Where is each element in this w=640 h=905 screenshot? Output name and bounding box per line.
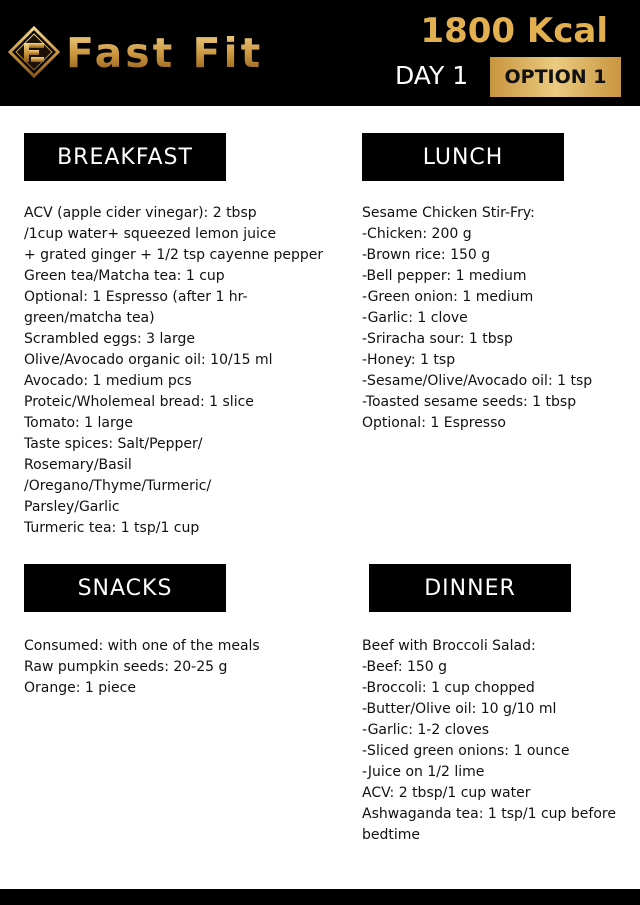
list-item: green/matcha tea) [24,310,155,326]
dinner-title: DINNER [369,564,571,612]
list-item: Olive/Avocado organic oil: 10/15 ml [24,352,273,368]
list-item: ACV (apple cider vinegar): 2 tbsp [24,205,257,221]
list-item: /1cup water+ squeezed lemon juice [24,226,277,242]
list-item: -Beef: 150 g [362,659,448,675]
list-item: -Sliced green onions: 1 ounce [362,743,570,759]
list-item: -Broccoli: 1 cup chopped [362,680,535,696]
list-item: -Brown rice: 150 g [362,247,491,263]
list-item: Scrambled eggs: 3 large [24,331,195,347]
list-item: -Butter/Olive oil: 10 g/10 ml [362,701,557,717]
list-item: Optional: 1 Espresso (after 1 hr- [24,289,248,305]
list-item: -Garlic: 1 clove [362,310,468,326]
list-item: -Sriracha sour: 1 tbsp [362,331,513,347]
list-item: -Bell pepper: 1 medium [362,268,527,284]
breakfast-title: BREAKFAST [24,133,226,181]
snacks-title: SNACKS [24,564,226,612]
footer-bar [0,889,640,905]
list-item: Optional: 1 Espresso [362,415,506,431]
list-item: Parsley/Garlic [24,499,120,515]
list-item: Turmeric tea: 1 tsp/1 cup [24,520,200,536]
list-item: Beef with Broccoli Salad: [362,638,536,654]
list-item: Sesame Chicken Stir-Fry: [362,205,535,221]
list-item: -Sesame/Olive/Avocado oil: 1 tsp [362,373,593,389]
lunch-title: LUNCH [362,133,564,181]
list-item: Ashwaganda tea: 1 tsp/1 cup before [362,806,616,822]
header [0,0,640,106]
list-item: -Juice on 1/2 lime [362,764,485,780]
list-item: -Green onion: 1 medium [362,289,534,305]
fast-fit-logo-icon [8,26,60,78]
list-item: Avocado: 1 medium pcs [24,373,192,389]
list-item: Tomato: 1 large [24,415,134,431]
list-item: + grated ginger + 1/2 tsp cayenne pepper [24,247,324,263]
list-item: -Chicken: 200 g [362,226,472,242]
breakfast-list [24,203,323,539]
dinner-list [362,636,616,846]
list-item: Taste spices: Salt/Pepper/ [24,436,203,452]
list-item: -Toasted sesame seeds: 1 tbsp [362,394,577,410]
list-item: -Honey: 1 tsp [362,352,456,368]
snacks-list [24,636,260,699]
list-item: Orange: 1 piece [24,680,136,696]
day-label: DAY 1 [395,61,469,90]
list-item: Raw pumpkin seeds: 20-25 g [24,659,228,675]
list-item: ACV: 2 tbsp/1 cup water [362,785,531,801]
option-badge: OPTION 1 [490,57,621,97]
list-item: Consumed: with one of the meals [24,638,260,654]
lunch-list [362,203,592,434]
list-item: Rosemary/Basil [24,457,132,473]
list-item: Green tea/Matcha tea: 1 cup [24,268,225,284]
list-item: bedtime [362,827,421,843]
calorie-target: 1800 Kcal [420,11,608,51]
list-item: Proteic/Wholemeal bread: 1 slice [24,394,254,410]
list-item: /Oregano/Thyme/Turmeric/ [24,478,212,494]
brand-name: Fast Fit [66,29,264,77]
list-item: -Garlic: 1-2 cloves [362,722,490,738]
